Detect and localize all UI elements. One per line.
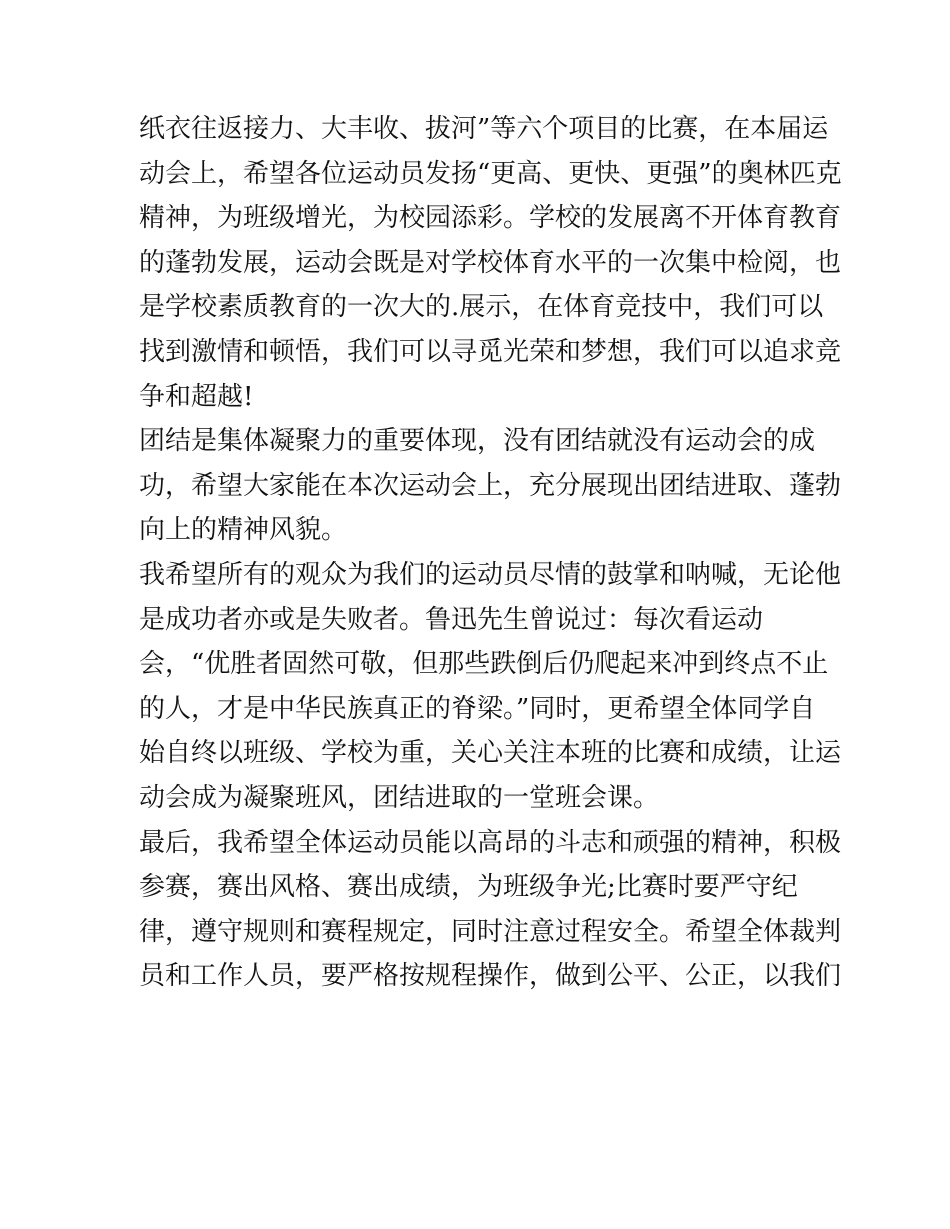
text-line: 找到激情和顿悟，我们可以寻觅光荣和梦想，我们可以追求竞: [139, 336, 842, 367]
text-line: 是学校素质教育的一次大的.展示，在体育竞技中，我们可以: [139, 292, 824, 323]
text-line: 精神，为班级增光，为校园添彩。学校的发展离不开体育教育: [139, 203, 842, 234]
text-line: 律，遵守规则和赛程规定，同时注意过程安全。希望全体裁判: [139, 916, 842, 947]
text-line: 团结是集体凝聚力的重要体现，没有团结就没有运动会的成: [139, 426, 816, 457]
text-line: 争和超越!: [139, 381, 254, 412]
text-line: 动会上，希望各位运动员发扬“更高、更快、更强”的奥林匹克: [139, 158, 842, 189]
text-line: 员和工作人员，要严格按规程操作，做到公平、公正，以我们: [139, 961, 842, 992]
body-text: [139, 107, 842, 999]
text-line: 向上的精神风貌。: [139, 515, 348, 546]
text-line: 会，“优胜者固然可敬，但那些跌倒后仍爬起来冲到终点不止: [139, 649, 829, 680]
text-line: 我希望所有的观众为我们的运动员尽情的鼓掌和呐喊，无论他: [139, 559, 842, 590]
text-line: 参赛，赛出风格、赛出成绩，为班级争光;比赛时要严守纪: [139, 872, 798, 903]
text-line: 的人，才是中华民族真正的脊梁。”同时，更希望全体同学自: [139, 693, 816, 724]
text-line: 最后，我希望全体运动员能以高昂的斗志和顽强的精神，积极: [139, 827, 842, 858]
text-line: 的蓬勃发展，运动会既是对学校体育水平的一次集中检阅，也: [139, 247, 842, 278]
text-line: 功，希望大家能在本次运动会上，充分展现出团结进取、蓬勃: [139, 470, 842, 501]
text-line: 始自终以班级、学校为重，关心关注本班的比赛和成绩，让运: [139, 738, 842, 769]
text-line: 是成功者亦或是失败者。鲁迅先生曾说过：每次看运动: [139, 604, 764, 635]
text-line: 动会成为凝聚班风，团结进取的一堂班会课。: [139, 782, 660, 813]
text-line: 纸衣往返接力、大丰收、拔河”等六个项目的比赛，在本届运: [139, 114, 829, 144]
